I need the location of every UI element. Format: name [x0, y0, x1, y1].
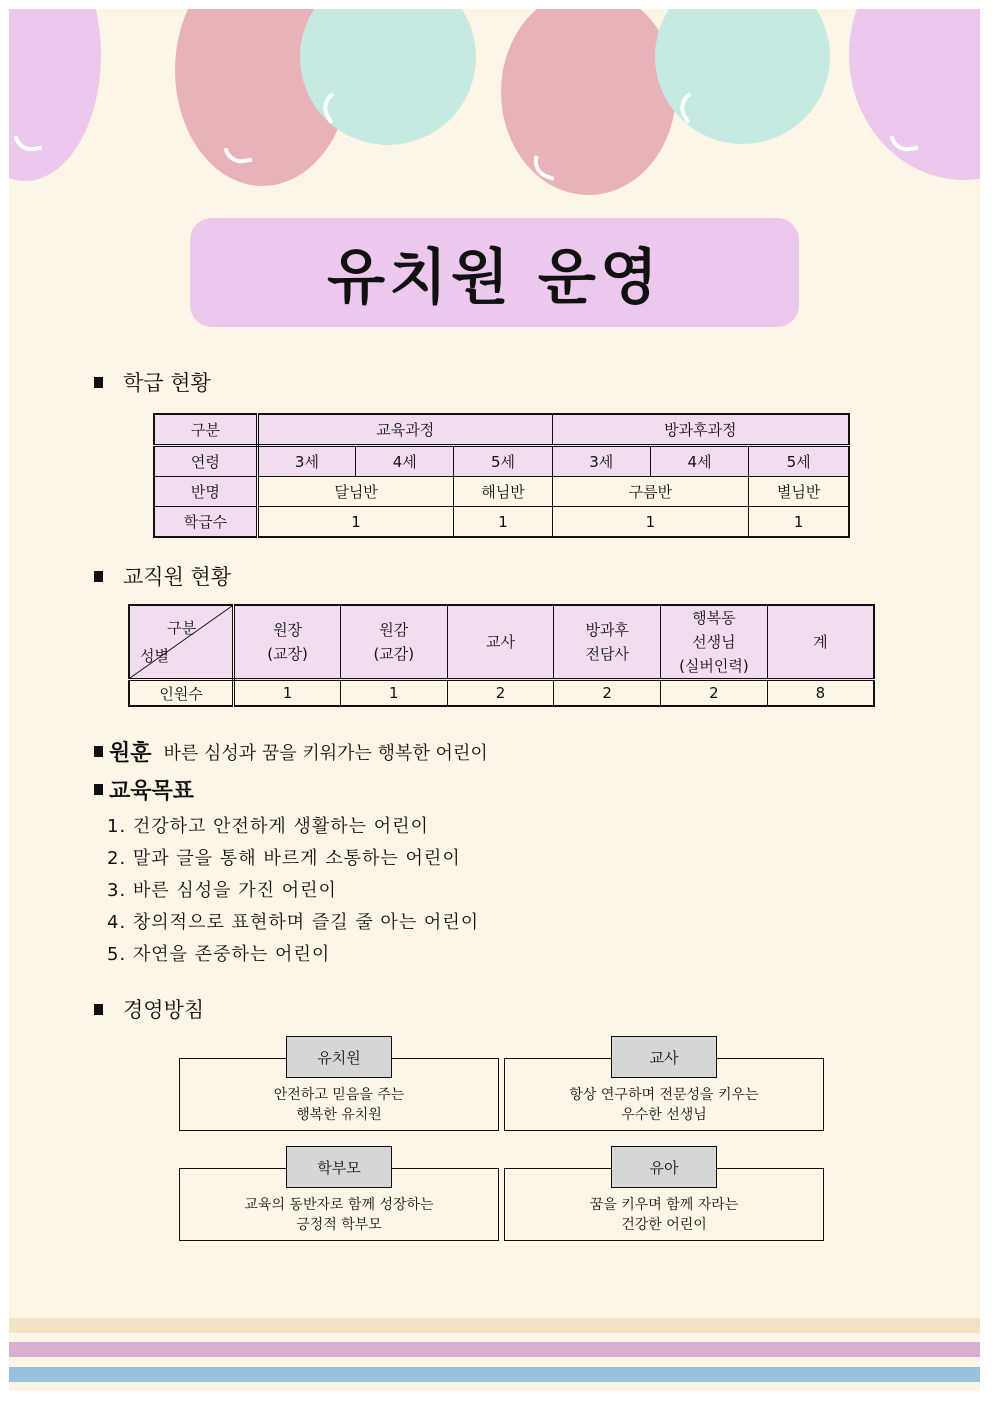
balloon-pink-2 [501, 9, 676, 195]
balloon-purple-left [9, 9, 101, 181]
class-name-cell: 달님반 [257, 477, 454, 507]
program-cell: 방과후과정 [552, 414, 849, 446]
column-header: 방과후 전담사 [554, 605, 661, 680]
row-label: 반명 [154, 477, 257, 507]
page-title: 유치원 운영 [190, 218, 799, 327]
policy-title: 경영방침 [123, 998, 205, 1022]
count-cell: 1 [552, 507, 749, 538]
page [9, 9, 980, 1391]
policy-tag: 학부모 [286, 1146, 392, 1188]
age-cell: 3세 [257, 446, 355, 477]
program-cell: 교육과정 [257, 414, 552, 446]
corner-bottom-label: 성별 [140, 647, 169, 665]
count-cell: 1 [257, 507, 454, 538]
policy-box-children [504, 1158, 824, 1241]
footer-stripe-beige [9, 1318, 980, 1333]
table-row [154, 477, 849, 507]
bullet-square-icon [94, 784, 103, 795]
value-cell: 1 [234, 680, 341, 707]
age-cell: 4세 [356, 446, 454, 477]
goals-heading [94, 774, 194, 805]
staff-status-heading [94, 561, 231, 591]
column-header: 행복동 선생님 (실버인력) [661, 605, 768, 680]
class-status-table [153, 413, 850, 538]
class-name-cell: 해님반 [454, 477, 552, 507]
column-header: 원장 (교장) [234, 605, 341, 680]
policy-text: 꿈을 키우며 함께 자라는 건강한 어린이 [589, 1197, 739, 1233]
row-label: 구분 [154, 414, 257, 446]
corner-top-label: 구분 [167, 619, 197, 637]
bullet-square-icon [94, 571, 103, 582]
bullet-square-icon [94, 1004, 103, 1015]
motto-label: 원훈 [109, 741, 152, 766]
value-cell: 2 [447, 680, 554, 707]
staff-status-table [128, 604, 875, 707]
footer-stripe-purple [9, 1342, 980, 1357]
balloon-purple-right [849, 9, 980, 180]
staff-status-title: 교직원 현황 [123, 565, 232, 589]
value-cell: 2 [554, 680, 661, 707]
policy-box-parents [179, 1158, 499, 1241]
motto-text: 바른 심성과 꿈을 키워가는 행복한 어린이 [163, 742, 488, 764]
policy-tag: 유치원 [286, 1036, 392, 1078]
goals-list [107, 811, 479, 971]
row-label: 연령 [154, 446, 257, 477]
table-row [129, 605, 874, 680]
list-item: 2. 말과 글을 통해 바르게 소통하는 어린이 [107, 848, 461, 869]
list-item: 3. 바른 심성을 가진 어린이 [107, 880, 337, 901]
corner-header [129, 605, 234, 680]
policy-text: 교육의 동반자로 함께 성장하는 긍정적 학부모 [244, 1197, 434, 1233]
table-row [154, 507, 849, 538]
list-item: 4. 창의적으로 표현하며 즐길 줄 아는 어린이 [107, 912, 480, 933]
footer-stripe-blue [9, 1367, 980, 1382]
column-header: 교사 [447, 605, 554, 680]
value-cell: 8 [767, 680, 874, 707]
list-item: 5. 자연을 존중하는 어린이 [107, 944, 331, 965]
balloon-mint-2 [655, 9, 830, 144]
age-cell: 5세 [749, 446, 849, 477]
goals-title: 교육목표 [109, 779, 195, 804]
bullet-square-icon [94, 377, 103, 388]
count-cell: 1 [454, 507, 552, 538]
motto [94, 736, 488, 767]
class-name-cell: 별님반 [749, 477, 849, 507]
list-item: 1. 건강하고 안전하게 생활하는 어린이 [107, 816, 429, 837]
policy-text: 안전하고 믿음을 주는 행복한 유치원 [273, 1087, 405, 1123]
age-cell: 4세 [650, 446, 748, 477]
table-row [154, 414, 849, 446]
bullet-square-icon [94, 746, 103, 757]
row-label: 학급수 [154, 507, 257, 538]
policy-text: 항상 연구하며 전문성을 키우는 우수한 선생님 [569, 1087, 759, 1123]
class-status-title: 학급 현황 [123, 371, 211, 395]
class-name-cell: 구름반 [552, 477, 749, 507]
count-cell: 1 [749, 507, 849, 538]
policy-tag: 교사 [611, 1036, 717, 1078]
policy-box-teacher [504, 1048, 824, 1131]
table-row [154, 446, 849, 477]
class-status-heading [94, 367, 211, 397]
value-cell: 1 [340, 680, 447, 707]
policy-box-kindergarten [179, 1048, 499, 1131]
table-row [129, 680, 874, 707]
age-cell: 3세 [552, 446, 650, 477]
policy-tag: 유아 [611, 1146, 717, 1188]
row-label: 인원수 [129, 680, 234, 707]
column-header: 원감 (교감) [340, 605, 447, 680]
policy-heading [94, 994, 204, 1024]
value-cell: 2 [661, 680, 768, 707]
age-cell: 5세 [454, 446, 552, 477]
column-header: 계 [767, 605, 874, 680]
